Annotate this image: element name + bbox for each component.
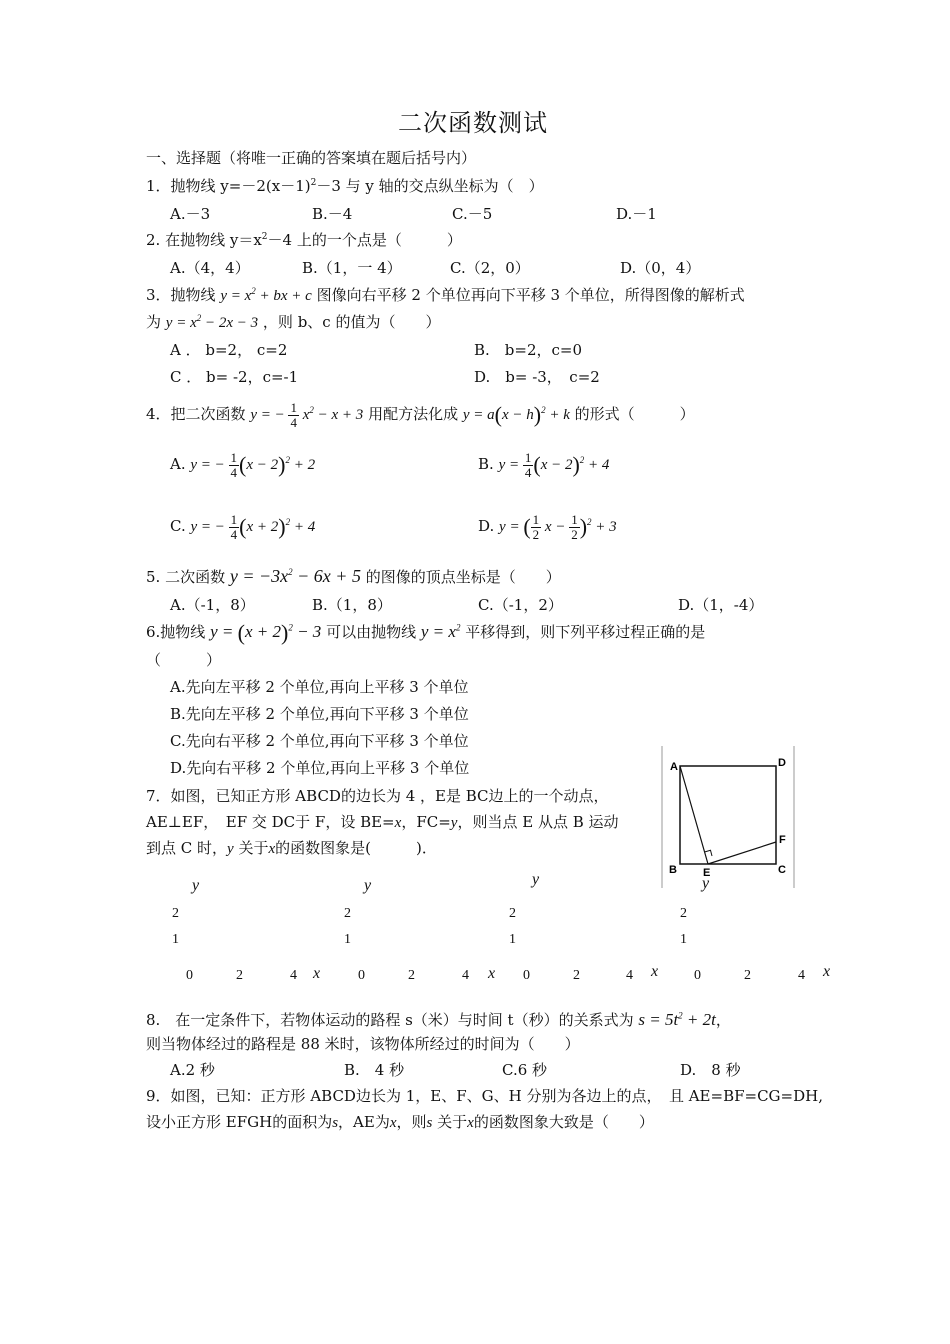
q8-option-d: D. 8 秒 [680, 1061, 741, 1079]
question-1 [146, 176, 544, 196]
q2-option-d: D.（0，4） [620, 259, 701, 277]
q4-formula-2: $y = a(x - h)^2 + k$ [462, 402, 570, 427]
q9-text-b: ，AE为 [338, 1113, 390, 1131]
q7-var-x: x [394, 815, 402, 831]
q6-text-a: 6.抛物线 [146, 623, 206, 641]
q3-formula-2: $y = x^2 - 2x - 3$ [165, 313, 259, 331]
q6-formula-2: $y = x^2$ [420, 622, 461, 641]
question-2-stem: 2. 在抛物线 y＝x [146, 231, 262, 249]
q3-text-d: ，则 b、c 的值为（ ） [262, 313, 441, 331]
q8-option-b: B. 4 秒 [344, 1061, 405, 1079]
graph-b-y-tick-2: 2 [344, 906, 351, 921]
graph-c-y-tick-2: 2 [509, 906, 516, 921]
graph-a-y-label: y [192, 877, 200, 894]
graph-c-y-label: y [532, 871, 540, 888]
q3-text-a: 3．抛物线 [146, 286, 216, 304]
graph-b-x-tick-4: 4 [462, 968, 469, 983]
q4-option-b-formula: y = $\frac{1}{4}$ $(x - 2)^2 + 4$ [498, 450, 610, 481]
question-8-line1 [146, 1010, 731, 1030]
q1-option-a: A.－3 [170, 205, 211, 223]
graph-a-x-tick-0: 0 [186, 968, 193, 983]
q4-option-d-formula: y = ( $\frac{1}{2}$ x − $\frac{1}{2}$ )$^2$ + 3 [499, 512, 617, 543]
q5-option-c: C.（-1，2） [478, 596, 563, 614]
q5-option-b: B.（1，8） [312, 596, 392, 614]
q6-option-d: D.先向右平移 2 个单位,再向上平移 3 个单位 [170, 759, 470, 777]
q9-var-x-2: x [467, 1115, 474, 1131]
graph-c-x-tick-0: 0 [523, 968, 530, 983]
q6-option-a: A.先向左平移 2 个单位,再向上平移 3 个单位 [170, 678, 469, 696]
q4-text-b: 用配方法化成 [368, 405, 459, 423]
label-f: F [779, 834, 786, 846]
q4-formula-1: y = − $\frac{1}{4}$ $x^2 - x + 3$ [250, 400, 364, 431]
graph-d-y-tick-2: 2 [680, 906, 687, 921]
question-4 [146, 398, 695, 431]
graph-b-x-tick-0: 0 [358, 968, 365, 983]
graph-a-x-tick-4: 4 [290, 968, 297, 983]
q7-text-d: 到点 C 时， [146, 839, 228, 857]
q2-option-a: A.（4，4） [170, 259, 250, 277]
q9-text-d: 关于 [437, 1113, 468, 1131]
q8-comma: ， [715, 1011, 731, 1029]
q4-option-a [170, 448, 315, 481]
question-2-sup: 2 [261, 232, 268, 242]
q6-answer-bracket: （ ） [146, 651, 222, 669]
q1-option-d: D.－1 [616, 205, 657, 223]
graph-c-x-label: x [651, 963, 659, 980]
graph-d-y-label: y [702, 875, 710, 892]
q9-var-s: s [332, 1115, 339, 1131]
q3-text-c: 为 [146, 313, 162, 331]
graph-c-x-tick-4: 4 [626, 968, 633, 983]
q5-option-a: A.（-1，8） [170, 596, 255, 614]
q3-formula-1: $y = x^2$ + bx + c [220, 286, 312, 304]
q7-text-a: AE⊥EF， EF 交 DC于 F，设 BE= [146, 813, 395, 831]
q6-text-c: 平移得到，则下列平移过程正确的是 [465, 623, 706, 641]
q7-text-e: 关于 [238, 839, 269, 857]
question-9-line1: 9．如图，已知：正方形 ABCD边长为 1，E、F、G、H 分别为各边上的点， 且 AE=BF=CG=DH, [146, 1087, 823, 1105]
graph-a-x-tick-2: 2 [236, 968, 243, 983]
graph-b-y-tick-1: 1 [344, 932, 351, 947]
graph-b-y-label: y [364, 877, 372, 894]
question-3-line1 [146, 285, 745, 306]
q2-option-c: C.（2，0） [450, 259, 530, 277]
q6-option-c: C.先向右平移 2 个单位,再向下平移 3 个单位 [170, 732, 469, 750]
graph-d-y-tick-1: 1 [680, 932, 687, 947]
q7-text-c: ，则当点 E 从点 B 运动 [457, 813, 619, 831]
graph-c-y-tick-1: 1 [509, 932, 516, 947]
q4-option-b [478, 448, 609, 481]
q5-formula: $y = -3x^2 - 6x + 5$ [229, 566, 361, 586]
q3-option-a: A ． b=2， c=2 [170, 341, 288, 359]
q4-option-a-label: A. [170, 455, 186, 473]
square-abcd-figure [660, 746, 800, 888]
graph-b-x-tick-2: 2 [408, 968, 415, 983]
q7-var-x-2: x [268, 841, 276, 857]
graph-b-x-label: x [488, 965, 496, 982]
q9-var-s-2: s [426, 1115, 433, 1131]
q4-option-a-formula: y = − $\frac{1}{4}$ $(x - 2)^2 + 2$ [190, 450, 316, 481]
q3-option-b: B. b=2，c=0 [474, 341, 583, 359]
q8-option-a: A.2 秒 [170, 1061, 215, 1079]
question-6-line1 [146, 622, 705, 643]
q4-option-c [170, 510, 315, 543]
q3-option-d: D. b= -3， c=2 [474, 368, 600, 386]
graph-a-x-label: x [313, 965, 321, 982]
question-7-line1: 7．如图，已知正方形 ABCD的边长为 4 ，E是 BC边上的一个动点， [146, 787, 609, 805]
q7-text-f: 的函数图象是( )． [275, 839, 437, 857]
q4-option-c-label: C. [170, 517, 186, 535]
label-d: D [778, 757, 786, 769]
q5-text-a: 5. 二次函数 [146, 568, 226, 586]
question-5 [146, 566, 561, 587]
question-9-line2 [146, 1112, 654, 1133]
graph-d-x-tick-2: 2 [744, 968, 751, 983]
q4-option-d-label: D. [478, 517, 495, 535]
q8-text-a: 8. 在一定条件下，若物体运动的路程 s（米）与时间 t（秒）的关系式为 [146, 1011, 634, 1029]
q7-text-b: ，FC= [401, 813, 451, 831]
q7-var-y: y [450, 815, 458, 831]
q4-text-a: 4．把二次函数 [146, 405, 246, 423]
q9-text-c: ，则 [396, 1113, 427, 1131]
question-3-line2 [146, 312, 440, 333]
q1-option-b: B.－4 [312, 205, 353, 223]
q3-option-c: C ． b= -2，c=-1 [170, 368, 299, 386]
q9-text-e: 的函数图象大致是（ ） [473, 1113, 654, 1131]
q4-text-c: 的形式（ ） [574, 405, 695, 423]
label-b: B [669, 864, 677, 876]
page-title: 二次函数测试 [398, 109, 548, 137]
q4-option-d [478, 510, 617, 543]
graph-d-x-tick-4: 4 [798, 968, 805, 983]
q9-text-a: 设小正方形 EFGH的面积为 [146, 1113, 333, 1131]
label-e: E [703, 867, 711, 879]
q7-var-y-2: y [227, 841, 234, 857]
q9-var-x: x [389, 1115, 397, 1131]
q2-option-b: B.（1，一 4） [302, 259, 402, 277]
label-c: C [778, 864, 786, 876]
question-1-stem: 1．抛物线 y=－2(x－1) [146, 177, 311, 195]
question-1-sup: 2 [310, 178, 317, 188]
q4-option-b-label: B. [478, 455, 494, 473]
q4-option-c-formula: y = − $\frac{1}{4}$ $(x + 2)^2 + 4$ [190, 512, 316, 543]
graph-a-y-tick-2: 2 [172, 906, 179, 921]
question-7-line2 [146, 812, 619, 833]
label-a: A [670, 761, 678, 773]
q6-text-b: 可以由抛物线 [326, 623, 417, 641]
q1-option-c: C.－5 [452, 205, 493, 223]
q5-option-d: D.（1，-4） [678, 596, 764, 614]
q6-option-b: B.先向左平移 2 个单位,再向下平移 3 个单位 [170, 705, 469, 723]
q8-formula: $s = 5t^2 + 2t$ [638, 1010, 716, 1029]
question-7-line3 [146, 838, 437, 859]
q6-formula-1: $y = (x + 2)^2 - 3$ [210, 620, 322, 645]
question-8-line2: 则当物体经过的路程是 88 米时，该物体所经过的时间为（ ） [146, 1035, 580, 1053]
graph-a-y-tick-1: 1 [172, 932, 179, 947]
section-heading: 一、选择题（将唯一正确的答案填在题后括号内） [146, 149, 477, 167]
graph-d-x-tick-0: 0 [694, 968, 701, 983]
q8-option-c: C.6 秒 [502, 1061, 548, 1079]
graph-d-x-label: x [823, 963, 831, 980]
q5-text-b: 的图像的顶点坐标是（ ） [365, 568, 561, 586]
graph-c-x-tick-2: 2 [573, 968, 580, 983]
question-2 [146, 230, 462, 250]
question-2-stem2: －4 上的一个点是（ ） [267, 231, 462, 249]
q3-text-b: 图像向右平移 2 个单位再向下平移 3 个单位，所得图像的解析式 [316, 286, 745, 304]
question-1-stem2: －3 与 y 轴的交点纵坐标为（ ） [316, 177, 544, 195]
